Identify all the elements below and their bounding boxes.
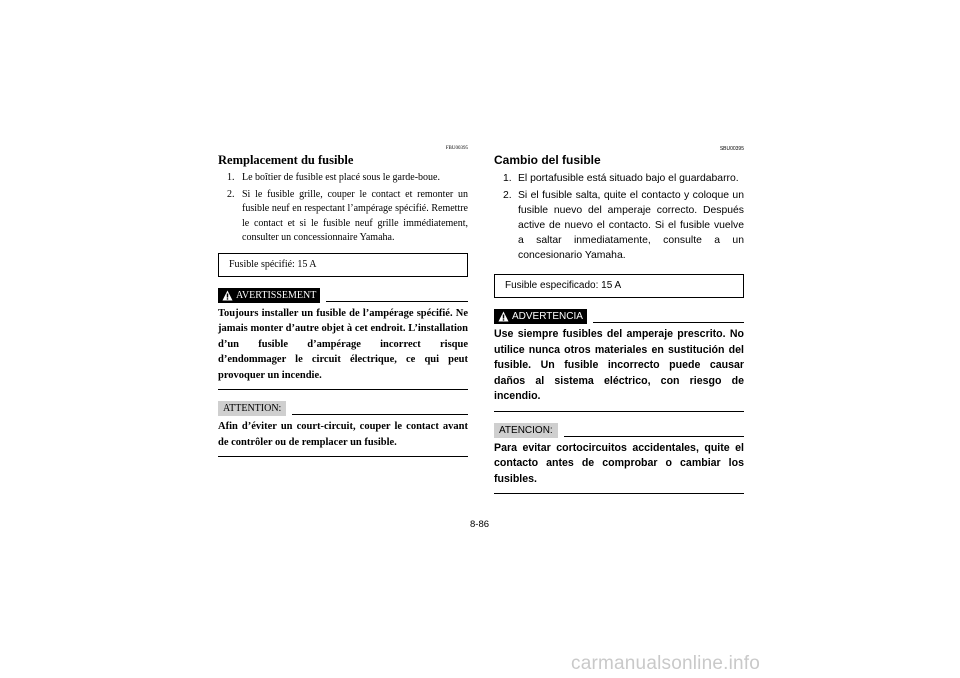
french-column (218, 145, 468, 457)
warning-header (218, 288, 468, 303)
watermark: carmanualsonline.info (571, 653, 761, 674)
step-number: 2. (227, 188, 235, 200)
spec-box: Fusible especificado: 15 A (494, 274, 744, 298)
attention-header (218, 401, 468, 416)
page-number: 8-86 (470, 519, 490, 530)
divider (564, 436, 744, 437)
section-heading: Cambio del fusible (494, 153, 601, 167)
spanish-column (494, 145, 744, 494)
attention-label: ATTENTION: (218, 401, 286, 416)
step-number: 2. (503, 190, 512, 201)
warning-triangle-icon (498, 311, 509, 322)
step-number: 1. (503, 173, 512, 184)
list-item (494, 188, 744, 263)
warning-triangle-icon (222, 290, 233, 301)
divider (326, 301, 468, 302)
steps-list (218, 171, 468, 246)
warning-label (494, 309, 587, 324)
spec-box: Fusible spécifié: 15 A (218, 253, 468, 277)
steps-list (494, 171, 744, 263)
list-item (494, 171, 744, 186)
step-text: Le boîtier de fusible est placé sous le garde-boue. (242, 172, 440, 183)
warning-label-text: AVERTISSEMENT (236, 289, 317, 301)
attention-label: ATENCION: (494, 423, 558, 438)
section-heading: Remplacement du fusible (218, 153, 354, 167)
step-text: Si el fusible salta, quite el contacto y coloque un fusible nuevo del amperaje correcto. Después active de nuevo el contacto. Si el fusible vuelve a saltar inmediatamente, consulte a un concesionario Yamaha. (518, 190, 744, 261)
warning-header (494, 309, 744, 324)
list-item (218, 188, 468, 246)
warning-text: Use siempre fusibles del amperaje prescrito. No utilice nunca otros materiales en sustitución del fusible. Un fusible incorrecto puede causar daños al sistema eléctrico, con riesgo de incendio. (494, 327, 744, 412)
warning-text: Toujours installer un fusible de l’ampérage spécifié. Ne jamais monter d’autre objet à cet endroit. L’installation d’un fusible d’ampérage incorrect risque d’endommager le circuit électrique, ce qui peut provoquer un incendie. (218, 306, 468, 391)
attention-header (494, 423, 744, 438)
attention-text: Para evitar cortocircuitos accidentales, quite el contacto antes de comprobar o cambiar los fusibles. (494, 441, 744, 495)
step-number: 1. (227, 172, 235, 183)
list-item (218, 171, 468, 186)
warning-label (218, 288, 320, 303)
step-text: Si le fusible grille, couper le contact et remonter un fusible neuf en respectant l’ampérage spécifié. Remettre le contact et si le fusible neuf grille immédiatement, consulter un concessionnaire Yamaha. (242, 188, 468, 243)
section-code: FBU00395 (445, 146, 468, 151)
section-code: SBU00395 (719, 146, 744, 152)
warning-label-text: ADVERTENCIA (512, 311, 583, 322)
step-text: El portafusible está situado bajo el guardabarro. (518, 173, 739, 184)
attention-text: Afin d’éviter un court-circuit, couper le contact avant de contrôler ou de remplacer un fusible. (218, 419, 468, 457)
divider (292, 414, 468, 415)
divider (593, 322, 744, 323)
